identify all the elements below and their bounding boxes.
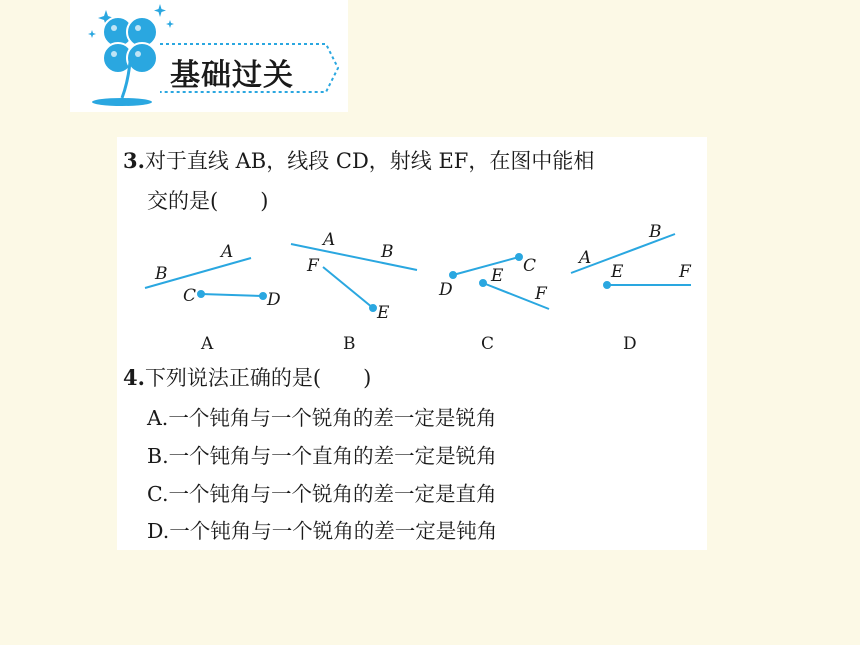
question-3-figures <box>117 215 707 360</box>
figure-a-label-d: D <box>267 290 281 310</box>
figure-b-label-e: E <box>377 303 390 323</box>
question-3-line2: 交的是( ) <box>147 189 269 213</box>
figure-c-label-e: E <box>491 266 504 286</box>
figure-a-label-c: C <box>183 286 197 306</box>
question-3-text: 对于直线 AB，线段 CD，射线 EF，在图中能相 <box>144 149 595 173</box>
figure-c-point-e <box>480 280 486 286</box>
figure-c-label-d: D <box>439 280 453 300</box>
question-4-number: 4. <box>123 365 145 390</box>
figure-a-point-c <box>198 291 204 297</box>
figure-a-label-a: A <box>221 242 234 262</box>
question-4-stem <box>123 362 371 392</box>
figure-b-label-a: A <box>323 230 336 250</box>
figure-a-segment-cd <box>201 294 263 296</box>
figure-c-segment-dc <box>453 257 519 275</box>
question-4-option-a: A.一个钝角与一个锐角的差一定是锐角 <box>147 406 497 430</box>
figure-d-caption: D <box>623 334 637 354</box>
question-4-option-d: D.一个钝角与一个锐角的差一定是钝角 <box>147 519 498 543</box>
section-header <box>70 0 348 112</box>
figure-a-caption: A <box>201 334 214 354</box>
question-3-number: 3. <box>123 148 145 173</box>
figure-c-point-d <box>450 272 456 278</box>
question-4-text: 下列说法正确的是( ) <box>144 366 372 390</box>
figure-c-caption: C <box>481 334 495 354</box>
question-card <box>117 137 707 550</box>
figure-b-label-f: F <box>307 256 319 276</box>
figure-b-caption: B <box>343 334 356 354</box>
question-4-option-b: B.一个钝角与一个直角的差一定是锐角 <box>147 444 497 468</box>
figure-a-label-b: B <box>155 264 168 284</box>
question-4-option-c: C.一个钝角与一个锐角的差一定是直角 <box>147 482 497 506</box>
figure-c-point-c <box>516 254 522 260</box>
figure-d-label-f: F <box>679 262 691 282</box>
section-title: 基础过关 <box>170 58 294 93</box>
figure-b-ray-fe <box>323 267 373 308</box>
question-3-line1 <box>123 145 594 175</box>
figure-c-label-c: C <box>523 256 537 276</box>
figure-d-point-e <box>604 282 610 288</box>
figure-b-point-e <box>370 305 376 311</box>
figure-c-label-f: F <box>535 284 547 304</box>
figure-b-label-b: B <box>381 242 394 262</box>
figure-d-label-b: B <box>649 222 662 242</box>
figure-d-label-e: E <box>611 262 624 282</box>
figure-d-label-a: A <box>579 248 592 268</box>
figure-a-point-d <box>260 293 266 299</box>
